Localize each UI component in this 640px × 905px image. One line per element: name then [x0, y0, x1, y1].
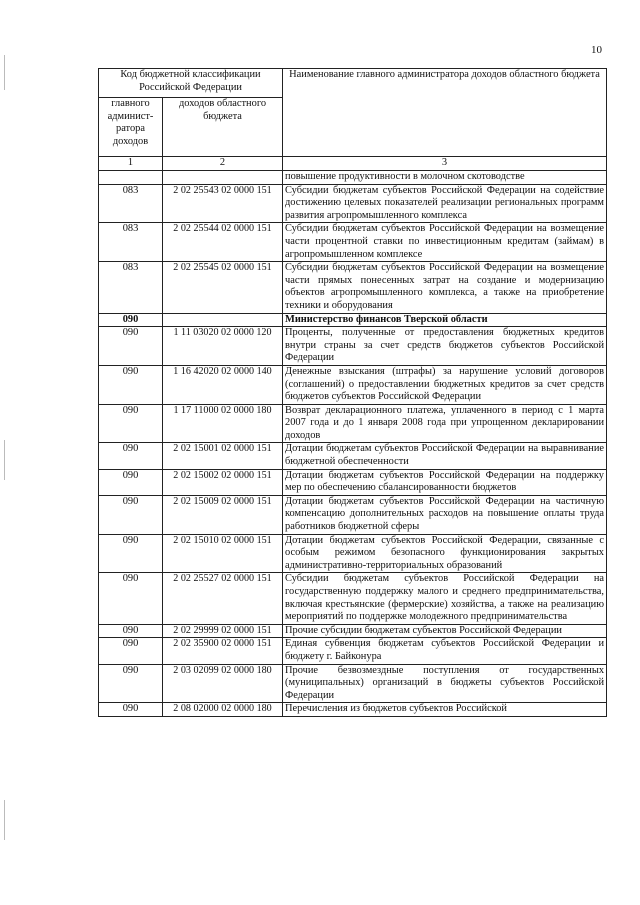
- table-row: [99, 573, 607, 624]
- revenue-code-cell: 1 16 42020 02 0000 140: [163, 365, 283, 404]
- revenue-name-cell: повышение продуктивности в молочном скотоводстве: [283, 171, 607, 185]
- table-row: [99, 262, 607, 313]
- admin-code-cell: 083: [99, 223, 163, 262]
- table-row: [99, 365, 607, 404]
- revenue-name-cell: Субсидии бюджетам субъектов Российской Федерации на возмещение части процентной ставки по инвестиционным кредитам (займам) в агропромышленном комплексе: [283, 223, 607, 262]
- revenue-name-cell: Дотации бюджетам субъектов Российской Федерации, связанные с особым режимом безопасного функционирования закрытых административно-территориальных образований: [283, 534, 607, 573]
- table-row: [99, 184, 607, 223]
- table-row: [99, 404, 607, 443]
- revenue-code-cell: 2 02 29999 02 0000 151: [163, 624, 283, 638]
- revenue-code-cell: 2 03 02099 02 0000 180: [163, 664, 283, 703]
- table-row: [99, 534, 607, 573]
- revenue-code-cell: [163, 171, 283, 185]
- revenue-code-cell: 2 02 15010 02 0000 151: [163, 534, 283, 573]
- revenue-name-cell: Субсидии бюджетам субъектов Российской Федерации на возмещение части прямых понесенных затрат на создание и модернизацию объектов агропромышленного комплекса, а также на приобретение техники и оборудования: [283, 262, 607, 313]
- table-row: [99, 638, 607, 664]
- revenue-name-cell: Министерство финансов Тверской области: [283, 313, 607, 327]
- table-row: [99, 469, 607, 495]
- revenue-name-cell: Проценты, полученные от предоставления бюджетных кредитов внутри страны за счет средств бюджетов субъектов Российской Федерации: [283, 327, 607, 366]
- revenue-code-cell: 2 02 15001 02 0000 151: [163, 443, 283, 469]
- revenue-code-cell: 1 17 11000 02 0000 180: [163, 404, 283, 443]
- table-row: [99, 443, 607, 469]
- admin-code-cell: 090: [99, 404, 163, 443]
- revenue-code-cell: 2 02 15009 02 0000 151: [163, 495, 283, 534]
- admin-code-cell: 090: [99, 443, 163, 469]
- revenue-name-cell: Денежные взыскания (штрафы) за нарушение условий договоров (соглашений) о предоставлении бюджетных кредитов за счет средств бюджетов субъектов Российской Федерации: [283, 365, 607, 404]
- admin-code-cell: 083: [99, 262, 163, 313]
- table-row: [99, 664, 607, 703]
- table-row: [99, 313, 607, 327]
- revenue-code-cell: [163, 313, 283, 327]
- revenue-name-cell: Прочие безвозмездные поступления от государственных (муниципальных) организаций в бюджеты субъектов Российской Федерации: [283, 664, 607, 703]
- admin-code-cell: 090: [99, 365, 163, 404]
- revenue-name-cell: Единая субвенция бюджетам субъектов Российской Федерации и бюджету г. Байконура: [283, 638, 607, 664]
- revenue-name-cell: Перечисления из бюджетов субъектов Российской: [283, 703, 607, 717]
- admin-code-cell: [99, 171, 163, 185]
- revenue-name-cell: Возврат декларационного платежа, уплаченного в период с 1 марта 2007 года и до 1 января 2008 года при упрощенном декларировании доходов: [283, 404, 607, 443]
- revenue-code-cell: 2 02 25545 02 0000 151: [163, 262, 283, 313]
- binding-mark: [4, 440, 5, 480]
- revenue-name-cell: Прочие субсидии бюджетам субъектов Российской Федерации: [283, 624, 607, 638]
- column-number: 3: [283, 157, 607, 171]
- table-row: [99, 624, 607, 638]
- revenue-code-cell: 2 02 15002 02 0000 151: [163, 469, 283, 495]
- admin-code-cell: 090: [99, 664, 163, 703]
- admin-code-cell: 083: [99, 184, 163, 223]
- page-number: 10: [591, 44, 602, 56]
- column-number: 1: [99, 157, 163, 171]
- revenue-code-cell: 2 02 35900 02 0000 151: [163, 638, 283, 664]
- admin-code-cell: 090: [99, 638, 163, 664]
- header-admin-column: главного админист-ратора доходов: [99, 98, 163, 157]
- table-row: [99, 327, 607, 366]
- table-row: [99, 495, 607, 534]
- revenue-name-cell: Дотации бюджетам субъектов Российской Федерации на поддержку мер по обеспечению сбалансированности бюджетов: [283, 469, 607, 495]
- admin-code-cell: 090: [99, 534, 163, 573]
- header-name: Наименование главного администратора доходов областного бюджета: [283, 69, 607, 157]
- table-row: [99, 223, 607, 262]
- revenue-code-cell: 2 02 25543 02 0000 151: [163, 184, 283, 223]
- revenue-code-cell: 1 11 03020 02 0000 120: [163, 327, 283, 366]
- admin-code-cell: 090: [99, 624, 163, 638]
- admin-code-cell: 090: [99, 313, 163, 327]
- admin-code-cell: 090: [99, 495, 163, 534]
- binding-mark: [4, 800, 5, 840]
- admin-code-cell: 090: [99, 327, 163, 366]
- revenue-code-cell: 2 08 02000 02 0000 180: [163, 703, 283, 717]
- header-revenue-column: доходов областного бюджета: [163, 98, 283, 157]
- binding-mark: [4, 55, 5, 90]
- admin-code-cell: 090: [99, 469, 163, 495]
- revenue-code-cell: 2 02 25544 02 0000 151: [163, 223, 283, 262]
- admin-code-cell: 090: [99, 703, 163, 717]
- header-classification-code: Код бюджетной классификации Российской Федерации: [99, 69, 283, 98]
- revenue-name-cell: Субсидии бюджетам субъектов Российской Федерации на государственную поддержку малого и среднего предпринимательства, включая крестьянские (фермерские) хозяйства, а также на реализацию мероприятий по поддержке молодежного предпринимательства: [283, 573, 607, 624]
- revenue-name-cell: Дотации бюджетам субъектов Российской Федерации на частичную компенсацию дополнительных расходов на повышение оплаты труда работников бюджетной сферы: [283, 495, 607, 534]
- table-row: [99, 171, 607, 185]
- column-number: 2: [163, 157, 283, 171]
- admin-code-cell: 090: [99, 573, 163, 624]
- revenue-administrators-table: [98, 68, 607, 717]
- revenue-name-cell: Дотации бюджетам субъектов Российской Федерации на выравнивание бюджетной обеспеченности: [283, 443, 607, 469]
- revenue-code-cell: 2 02 25527 02 0000 151: [163, 573, 283, 624]
- revenue-name-cell: Субсидии бюджетам субъектов Российской Федерации на содействие достижению целевых показателей реализации региональных программ развития агропромышленного комплекса: [283, 184, 607, 223]
- table-row: [99, 703, 607, 717]
